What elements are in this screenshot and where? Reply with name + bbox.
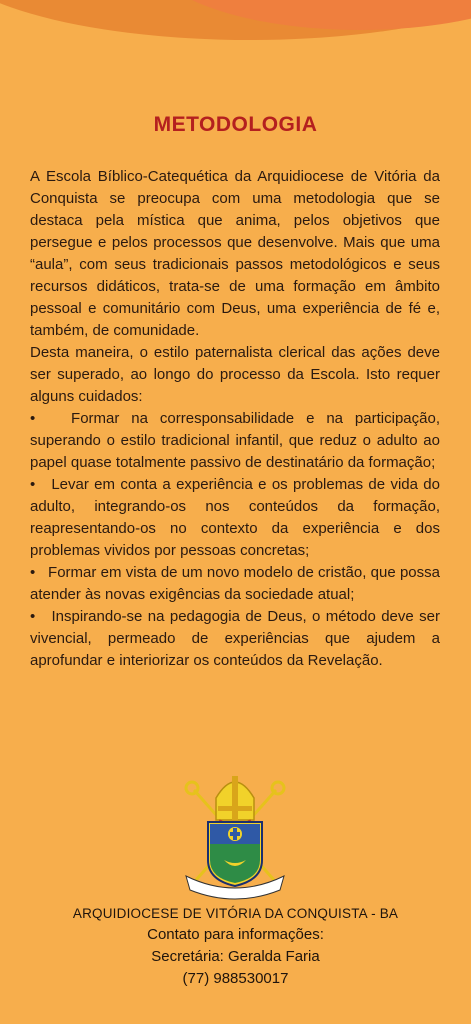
shield-icon	[208, 822, 262, 886]
organization-name: ARQUIDIOCESE DE VITÓRIA DA CONQUISTA - BA	[72, 906, 399, 921]
paragraph: Desta maneira, o estilo paternalista clerical das ações deve ser superado, ao longo do processo da Escola. Isto requer alguns cuidados:	[30, 344, 440, 405]
bullet-item	[30, 474, 440, 562]
page-title: METODOLOGIA	[153, 113, 318, 136]
bullet-symbol: •	[30, 564, 36, 581]
bullet-text: Levar em conta a experiência e os problemas de vida do adulto, integrando-os nos conteúdos da formação, reapresentando-os no contexto da experiência e dos problemas vividos por pessoas concretas;	[30, 476, 440, 559]
top-decorative-band	[0, 0, 471, 48]
archdiocese-coat-of-arms-icon	[176, 768, 294, 900]
bullet-symbol: •	[30, 410, 36, 427]
phone-number: (77) 988530017	[182, 970, 289, 987]
bullet-symbol: •	[30, 608, 36, 625]
bullet-item	[30, 562, 440, 606]
bullet-text: Formar em vista de um novo modelo de cristão, que possa atender às novas exigências da sociedade atual;	[30, 564, 440, 603]
secretary-name: Secretária: Geralda Faria	[151, 948, 320, 965]
paragraph: A Escola Bíblico-Catequética da Arquidiocese de Vitória da Conquista se preocupa com uma metodologia que se destaca pela mística que anima, pelos objetivos que persegue e pelos processos que desenvolve. Mais que uma “aula”, com seus tradicionais passos metodológicos e seus recursos didáticos, trata-se de uma formação em âmbito pessoal e comunitário com Deus, uma experiência de fé e, também, de comunidade.	[30, 168, 440, 339]
bullet-text: Formar na corresponsabilidade e na participação, superando o estilo tradicional infantil, que reduz o adulto ao papel quase totalmente passivo de destinatário da formação;	[30, 410, 440, 471]
bullet-item	[30, 606, 440, 672]
bullet-symbol: •	[30, 476, 36, 493]
footer-contact	[0, 904, 471, 990]
bullet-item	[30, 408, 440, 474]
contact-heading: Contato para informações:	[147, 926, 324, 943]
bullet-text: Inspirando-se na pedagogia de Deus, o método deve ser vivencial, permeado de experiências que ajudem a aprofundar e interiorizar os conteúdos da Revelação.	[30, 608, 440, 669]
methodology-text	[30, 166, 440, 672]
